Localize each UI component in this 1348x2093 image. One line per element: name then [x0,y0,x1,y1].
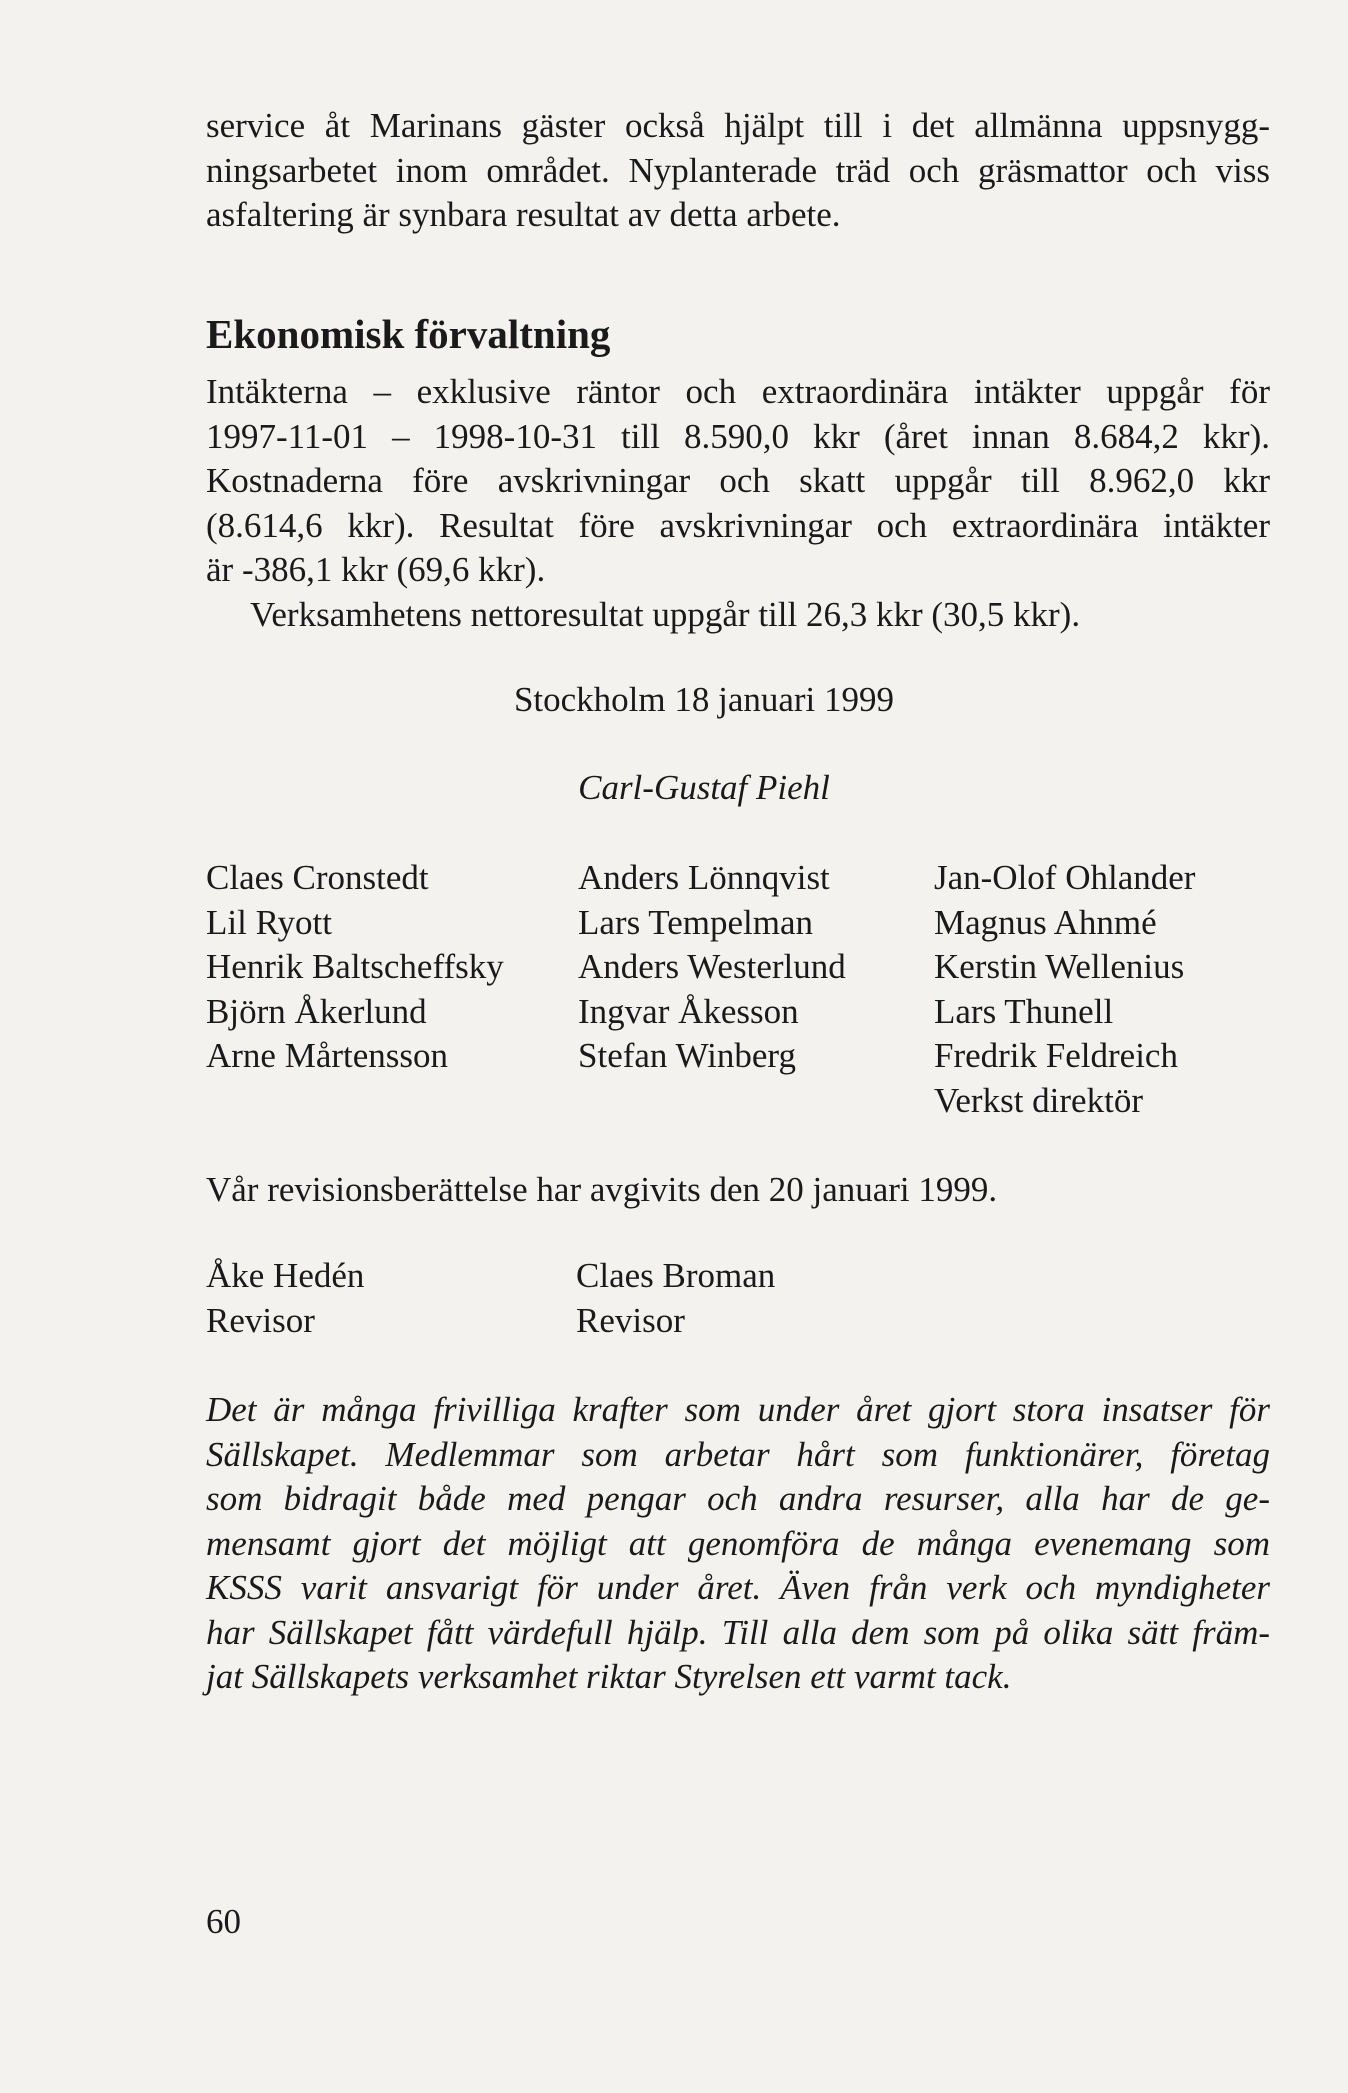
board-column [206,856,504,1079]
board-column [578,856,846,1079]
page-number: 60 [206,1902,241,1941]
board-member: Henrik Baltscheffsky [206,947,504,986]
board-member: Lars Tempelman [578,902,814,942]
thanks-line: har Sällskapet fått värdefull hjälp. Till alla dem som på olika sätt främ- [206,1612,1270,1652]
board-member: Fredrik Feldreich [934,1036,1178,1075]
board-member: Lars Thunell [934,991,1114,1031]
board-member: Arne Mårtensson [206,1036,449,1075]
board-member: Stefan Winberg [578,1036,796,1075]
economy-paragraph [206,370,1270,637]
board-member-title: Verkst direktör [934,1080,1143,1120]
auditor-title: Revisor [206,1300,315,1340]
board-member: Lil Ryott [206,902,332,942]
section-heading: Ekonomisk förvaltning [206,311,611,357]
board-member: Anders Lönnqvist [578,858,830,897]
thanks-paragraph [206,1388,1270,1700]
board-member: Jan-Olof Ohlander [934,858,1196,897]
thanks-line: KSSS varit ansvarigt för under året. Även från verk och myndigheter [206,1568,1270,1607]
chairman-name: Carl-Gustaf Piehl [578,768,830,807]
thanks-line: Det är många frivilliga krafter som under året gjort stora insatser för [206,1390,1270,1429]
thanks-line: mensamt gjort det möjligt att genomföra de många evenemang som [206,1523,1270,1563]
auditor [206,1254,364,1343]
economy-line: Intäkterna – exklusive räntor och extraordinära intäkter uppgår för [206,372,1270,411]
board-column [934,856,1195,1123]
auditor [576,1254,775,1343]
place-date: Stockholm 18 januari 1999 [513,680,895,719]
thanks-line: Sällskapet. Medlemmar som arbetar hårt som funktionärer, företag [206,1434,1270,1474]
economy-line: är -386,1 kkr (69,6 kkr). [206,550,546,589]
economy-line: Kostnaderna före avskrivningar och skatt uppgår till 8.962,0 kkr [206,461,1270,500]
intro-line: service åt Marinans gäster också hjälpt till i det allmänna uppsnygg- [206,106,1270,145]
intro-line: asfaltering är synbara resultat av detta arbete. [206,195,841,234]
board-member: Magnus Ahnmé [934,902,1157,942]
economy-line: 1997-11-01 – 1998-10-31 till 8.590,0 kkr (året innan 8.684,2 kkr). [206,416,1270,456]
audit-note: Vår revisionsberättelse har avgivits den 20 januari 1999. [206,1170,998,1209]
board-member: Claes Cronstedt [206,858,429,897]
board-member: Ingvar Åkesson [578,991,799,1031]
intro-line: ningsarbetet inom området. Nyplanterade träd och gräsmattor och viss [206,150,1270,190]
board-member: Anders Westerlund [578,947,846,986]
intro-paragraph [206,104,1270,238]
economy-line: (8.614,6 kkr). Resultat före avskrivningar och extraordinära intäkter [206,505,1270,545]
auditor-title: Revisor [576,1300,685,1340]
net-result: Verksamhetens nettoresultat uppgår till 26,3 kkr (30,5 kkr). [250,594,1081,634]
thanks-line: jat Sällskapets verksamhet riktar Styrelsen ett varmt tack. [206,1657,1012,1696]
board-member: Kerstin Wellenius [934,947,1185,986]
board-member: Björn Åkerlund [206,991,427,1031]
thanks-line: som bidragit både med pengar och andra resurser, alla har de ge- [206,1479,1270,1518]
auditor-name: Åke Hedén [206,1256,365,1295]
auditor-name: Claes Broman [576,1256,776,1295]
